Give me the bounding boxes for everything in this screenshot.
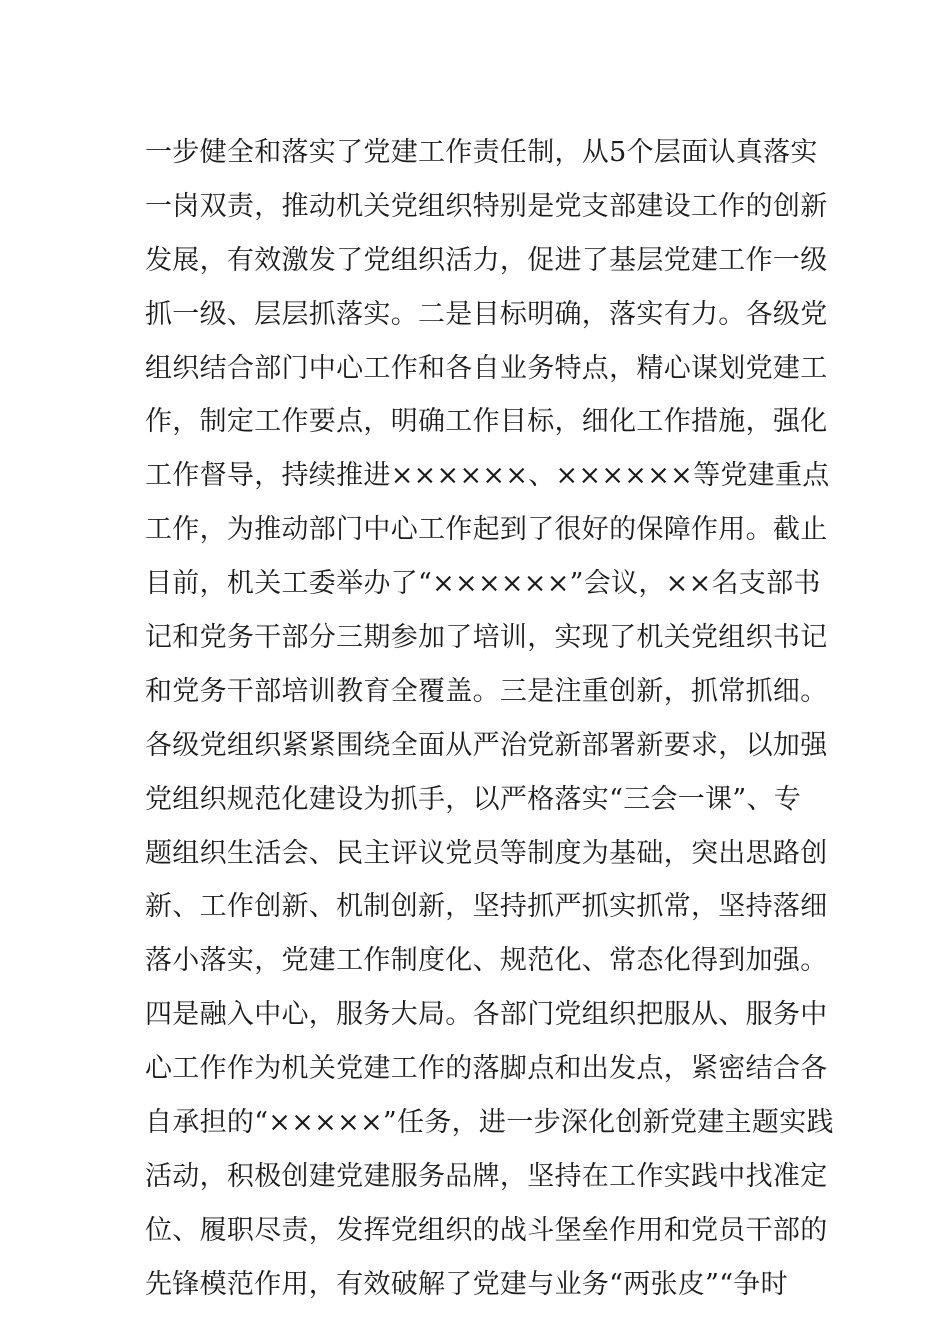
text-line: 作，制定工作要点，明确工作目标，细化工作措施，强化: [145, 406, 828, 438]
text-line: 自承担的“×××××”任务，进一步深化创新党建主题实践: [145, 1107, 834, 1139]
text-line: 党组织规范化建设为抓手，以严格落实“三会一课”、专: [145, 783, 802, 815]
text-line: 心工作作为机关党建工作的落脚点和出发点，紧密结合各: [145, 1053, 828, 1085]
text-line: 一步健全和落实了党建工作责任制，从5个层面认真落实: [145, 137, 818, 168]
text-line: 各级党组织紧紧围绕全面从严治党新部署新要求，以加强: [145, 729, 828, 761]
text-line: 和党务干部培训教育全覆盖。三是注重创新，抓常抓细。: [145, 675, 828, 707]
text-line: 记和党务干部分三期参加了培训，实现了机关党组织书记: [145, 622, 828, 654]
text-line: 一岗双责，推动机关党组织特别是党支部建设工作的创新: [145, 190, 828, 222]
text-line: 位、履职尽责，发挥党组织的战斗堡垒作用和党员干部的: [145, 1214, 828, 1246]
text-line: 落小落实，党建工作制度化、规范化、常态化得到加强。: [145, 945, 828, 977]
text-line: 组织结合部门中心工作和各自业务特点，精心谋划党建工: [145, 352, 828, 384]
text-line: 活动，积极创建党建服务品牌，坚持在工作实践中找准定: [145, 1160, 828, 1192]
text-line: 工作，为推动部门中心工作起到了很好的保障作用。截止: [145, 514, 828, 546]
text-line: 题组织生活会、民主评议党员等制度为基础，突出思路创: [145, 837, 828, 869]
text-line: 四是融入中心，服务大局。各部门党组织把服从、服务中: [145, 999, 828, 1031]
text-line: 先锋模范作用，有效破解了党建与业务“两张皮”“争时: [145, 1268, 788, 1300]
text-line: 新、工作创新、机制创新，坚持抓严抓实抓常，坚持落细: [145, 891, 828, 923]
body-text: [145, 126, 834, 1312]
text-line: 目前，机关工委举办了“××××××”会议，××名支部书: [145, 568, 821, 600]
text-line: 发展，有效激发了党组织活力，促进了基层党建工作一级: [145, 244, 828, 276]
text-line: 抓一级、层层抓落实。二是目标明确，落实有力。各级党: [145, 298, 828, 330]
text-line: 工作督导，持续推进××××××、××××××等党建重点: [145, 460, 830, 492]
